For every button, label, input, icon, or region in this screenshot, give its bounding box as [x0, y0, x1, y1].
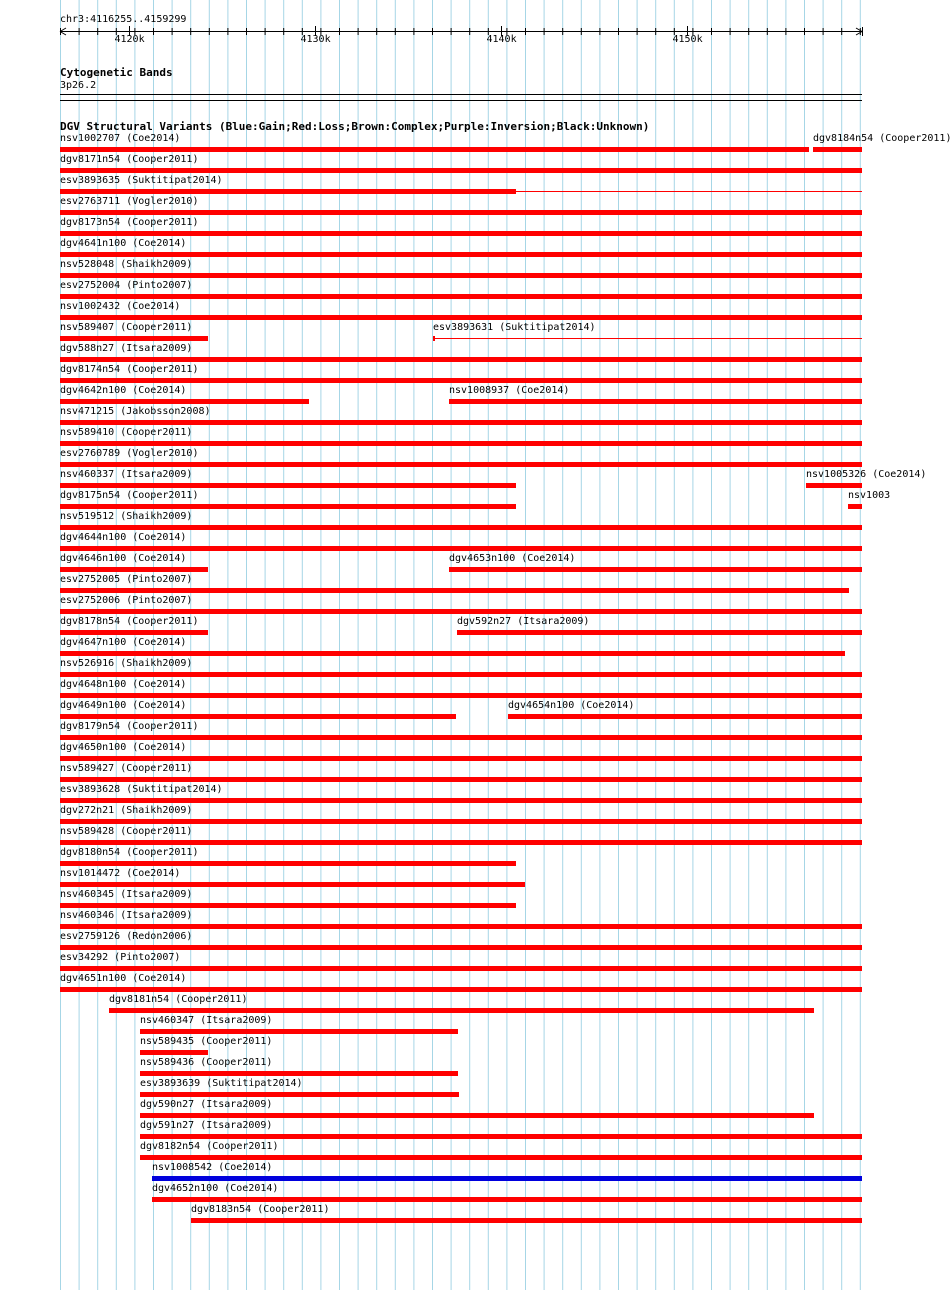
dgv-feature-label: dgv8173n54 (Cooper2011)	[60, 217, 199, 228]
dgv-feature-bar[interactable]	[152, 1197, 862, 1202]
dgv-feature-label: dgv8183n54 (Cooper2011)	[191, 1204, 330, 1215]
dgv-feature-label: nsv528048 (Shaikh2009)	[60, 259, 193, 270]
dgv-feature-label: nsv1014472 (Coe2014)	[60, 868, 181, 879]
dgv-feature-bar[interactable]	[60, 735, 862, 740]
dgv-feature-label: nsv460345 (Itsara2009)	[60, 889, 193, 900]
dgv-feature-label: dgv4649n100 (Coe2014)	[60, 700, 187, 711]
dgv-feature-label: nsv1008542 (Coe2014)	[152, 1162, 273, 1173]
dgv-feature-label: dgv591n27 (Itsara2009)	[140, 1120, 273, 1131]
dgv-feature-label: nsv519512 (Shaikh2009)	[60, 511, 193, 522]
dgv-feature-bar[interactable]	[140, 1071, 458, 1076]
dgv-feature-bar[interactable]	[60, 966, 862, 971]
dgv-feature-label: esv3893631 (Suktitipat2014)	[433, 322, 596, 333]
dgv-feature-label: dgv4646n100 (Coe2014)	[60, 553, 187, 564]
dgv-feature-bar[interactable]	[60, 294, 862, 299]
dgv-feature-label: nsv589435 (Cooper2011)	[140, 1036, 273, 1047]
dgv-feature-bar[interactable]	[848, 504, 862, 509]
dgv-feature-bar[interactable]	[60, 252, 862, 257]
dgv-feature-bar[interactable]	[508, 714, 862, 719]
dgv-feature-bar[interactable]	[140, 1092, 459, 1097]
ruler-tick-label: 4150k	[672, 34, 703, 45]
dgv-feature-label: dgv592n27 (Itsara2009)	[457, 616, 590, 627]
dgv-feature-label: nsv1008937 (Coe2014)	[449, 385, 570, 396]
dgv-feature-bar[interactable]	[449, 567, 862, 572]
dgv-track-title: DGV Structural Variants (Blue:Gain;Red:Loss;Brown:Complex;Purple:Inversion;Black:Unknown)	[60, 120, 650, 133]
dgv-feature-bar[interactable]	[60, 231, 862, 236]
dgv-feature-label: esv2752006 (Pinto2007)	[60, 595, 193, 606]
dgv-feature-bar[interactable]	[60, 399, 309, 404]
dgv-feature-bar[interactable]	[60, 714, 456, 719]
dgv-feature-label: dgv4644n100 (Coe2014)	[60, 532, 187, 543]
dgv-feature-label: esv2759126 (Redon2006)	[60, 931, 193, 942]
dgv-feature-label: nsv1002707 (Coe2014)	[60, 133, 181, 144]
dgv-feature-label: esv3893639 (Suktitipat2014)	[140, 1078, 303, 1089]
dgv-feature-bar[interactable]	[60, 420, 862, 425]
dgv-feature-label: dgv4648n100 (Coe2014)	[60, 679, 187, 690]
dgv-feature-bar[interactable]	[60, 273, 862, 278]
dgv-feature-label: esv2760789 (Vogler2010)	[60, 448, 199, 459]
dgv-feature-label: dgv4650n100 (Coe2014)	[60, 742, 187, 753]
dgv-feature-bar[interactable]	[140, 1155, 862, 1160]
dgv-feature-label: nsv526916 (Shaikh2009)	[60, 658, 193, 669]
dgv-feature-bar[interactable]	[60, 798, 862, 803]
dgv-feature-bar[interactable]	[60, 609, 862, 614]
dgv-feature-label: nsv460347 (Itsara2009)	[140, 1015, 273, 1026]
dgv-feature-bar[interactable]	[60, 147, 809, 152]
dgv-feature-label: dgv272n21 (Shaikh2009)	[60, 805, 193, 816]
dgv-feature-label: nsv589407 (Cooper2011)	[60, 322, 193, 333]
dgv-feature-extension-line	[516, 191, 862, 192]
dgv-feature-label: dgv590n27 (Itsara2009)	[140, 1099, 273, 1110]
dgv-feature-bar[interactable]	[60, 378, 862, 383]
dgv-feature-label: nsv589428 (Cooper2011)	[60, 826, 193, 837]
dgv-feature-bar[interactable]	[60, 651, 845, 656]
dgv-feature-bar[interactable]	[140, 1134, 862, 1139]
dgv-feature-bar[interactable]	[60, 315, 862, 320]
dgv-feature-label: nsv1002432 (Coe2014)	[60, 301, 181, 312]
dgv-feature-label: dgv8171n54 (Cooper2011)	[60, 154, 199, 165]
dgv-feature-bar[interactable]	[60, 756, 862, 761]
dgv-feature-bar[interactable]	[60, 903, 516, 908]
dgv-feature-label: nsv1003	[848, 490, 891, 501]
dgv-feature-bar[interactable]	[60, 525, 862, 530]
dgv-feature-bar[interactable]	[60, 546, 862, 551]
dgv-feature-label: dgv8182n54 (Cooper2011)	[140, 1141, 279, 1152]
dgv-feature-bar[interactable]	[806, 483, 862, 488]
dgv-feature-bar[interactable]	[60, 630, 208, 635]
dgv-feature-label: esv3893635 (Suktitipat2014)	[60, 175, 223, 186]
dgv-feature-bar[interactable]	[140, 1050, 208, 1055]
dgv-feature-bar[interactable]	[191, 1218, 862, 1223]
dgv-feature-label: dgv4654n100 (Coe2014)	[508, 700, 635, 711]
dgv-feature-bar[interactable]	[60, 189, 516, 194]
dgv-feature-bar[interactable]	[60, 357, 862, 362]
dgv-feature-bar[interactable]	[60, 462, 862, 467]
dgv-feature-label: nsv460337 (Itsara2009)	[60, 469, 193, 480]
dgv-feature-bar[interactable]	[60, 672, 862, 677]
dgv-feature-bar[interactable]	[60, 588, 849, 593]
ruler-tick-label: 4130k	[300, 34, 331, 45]
dgv-feature-label: dgv4642n100 (Coe2014)	[60, 385, 187, 396]
dgv-feature-bar[interactable]	[60, 819, 862, 824]
dgv-feature-label: dgv8174n54 (Cooper2011)	[60, 364, 199, 375]
dgv-feature-label: dgv588n27 (Itsara2009)	[60, 343, 193, 354]
dgv-feature-label: dgv8178n54 (Cooper2011)	[60, 616, 199, 627]
dgv-feature-label: dgv8179n54 (Cooper2011)	[60, 721, 199, 732]
dgv-feature-bar[interactable]	[449, 399, 862, 404]
dgv-feature-bar[interactable]	[140, 1029, 458, 1034]
dgv-feature-bar[interactable]	[60, 168, 862, 173]
dgv-feature-bar[interactable]	[60, 693, 862, 698]
dgv-feature-label: nsv589436 (Cooper2011)	[140, 1057, 273, 1068]
dgv-feature-label: dgv8175n54 (Cooper2011)	[60, 490, 199, 501]
dgv-feature-label: dgv8184n54 (Cooper2011)	[813, 133, 951, 144]
dgv-feature-bar[interactable]	[152, 1176, 862, 1181]
dgv-feature-extension-line	[435, 338, 862, 339]
dgv-feature-label: dgv8180n54 (Cooper2011)	[60, 847, 199, 858]
dgv-feature-label: esv2752005 (Pinto2007)	[60, 574, 193, 585]
dgv-feature-bar[interactable]	[109, 1008, 814, 1013]
ruler-tick-label: 4120k	[114, 34, 145, 45]
ruler-tick-label: 4140k	[486, 34, 517, 45]
dgv-feature-label: esv34292 (Pinto2007)	[60, 952, 181, 963]
dgv-feature-bar[interactable]	[140, 1113, 814, 1118]
dgv-feature-label: dgv4641n100 (Coe2014)	[60, 238, 187, 249]
dgv-feature-bar[interactable]	[60, 210, 862, 215]
dgv-feature-label: dgv4652n100 (Coe2014)	[152, 1183, 279, 1194]
dgv-feature-label: dgv4653n100 (Coe2014)	[449, 553, 576, 564]
dgv-feature-bar[interactable]	[60, 987, 862, 992]
dgv-feature-bar[interactable]	[60, 945, 862, 950]
dgv-feature-label: nsv1005326 (Coe2014)	[806, 469, 927, 480]
dgv-feature-label: dgv4651n100 (Coe2014)	[60, 973, 187, 984]
dgv-feature-label: nsv589427 (Cooper2011)	[60, 763, 193, 774]
dgv-feature-bar[interactable]	[457, 630, 862, 635]
dgv-feature-bar[interactable]	[60, 882, 525, 887]
dgv-feature-bar[interactable]	[60, 441, 862, 446]
dgv-feature-label: nsv471215 (Jakobsson2008)	[60, 406, 211, 417]
dgv-feature-bar[interactable]	[60, 336, 208, 341]
dgv-feature-label: nsv589410 (Cooper2011)	[60, 427, 193, 438]
dgv-feature-label: nsv460346 (Itsara2009)	[60, 910, 193, 921]
cytoband-label: 3p26.2	[60, 80, 97, 91]
dgv-feature-label: dgv4647n100 (Coe2014)	[60, 637, 187, 648]
dgv-feature-label: esv3893628 (Suktitipat2014)	[60, 784, 223, 795]
dgv-feature-label: dgv8181n54 (Cooper2011)	[109, 994, 248, 1005]
dgv-feature-label: esv2763711 (Vogler2010)	[60, 196, 199, 207]
dgv-feature-bar[interactable]	[60, 504, 516, 509]
dgv-feature-label: esv2752004 (Pinto2007)	[60, 280, 193, 291]
dgv-feature-bar[interactable]	[60, 840, 862, 845]
dgv-feature-bar[interactable]	[813, 147, 862, 152]
dgv-feature-bar[interactable]	[60, 483, 516, 488]
cytoband-track-title: Cytogenetic Bands	[60, 66, 173, 79]
location-label: chr3:4116255..4159299	[60, 14, 187, 25]
dgv-feature-bar[interactable]	[60, 861, 516, 866]
dgv-feature-bar[interactable]	[60, 777, 862, 782]
dgv-feature-bar[interactable]	[60, 924, 862, 929]
dgv-feature-bar[interactable]	[60, 567, 208, 572]
